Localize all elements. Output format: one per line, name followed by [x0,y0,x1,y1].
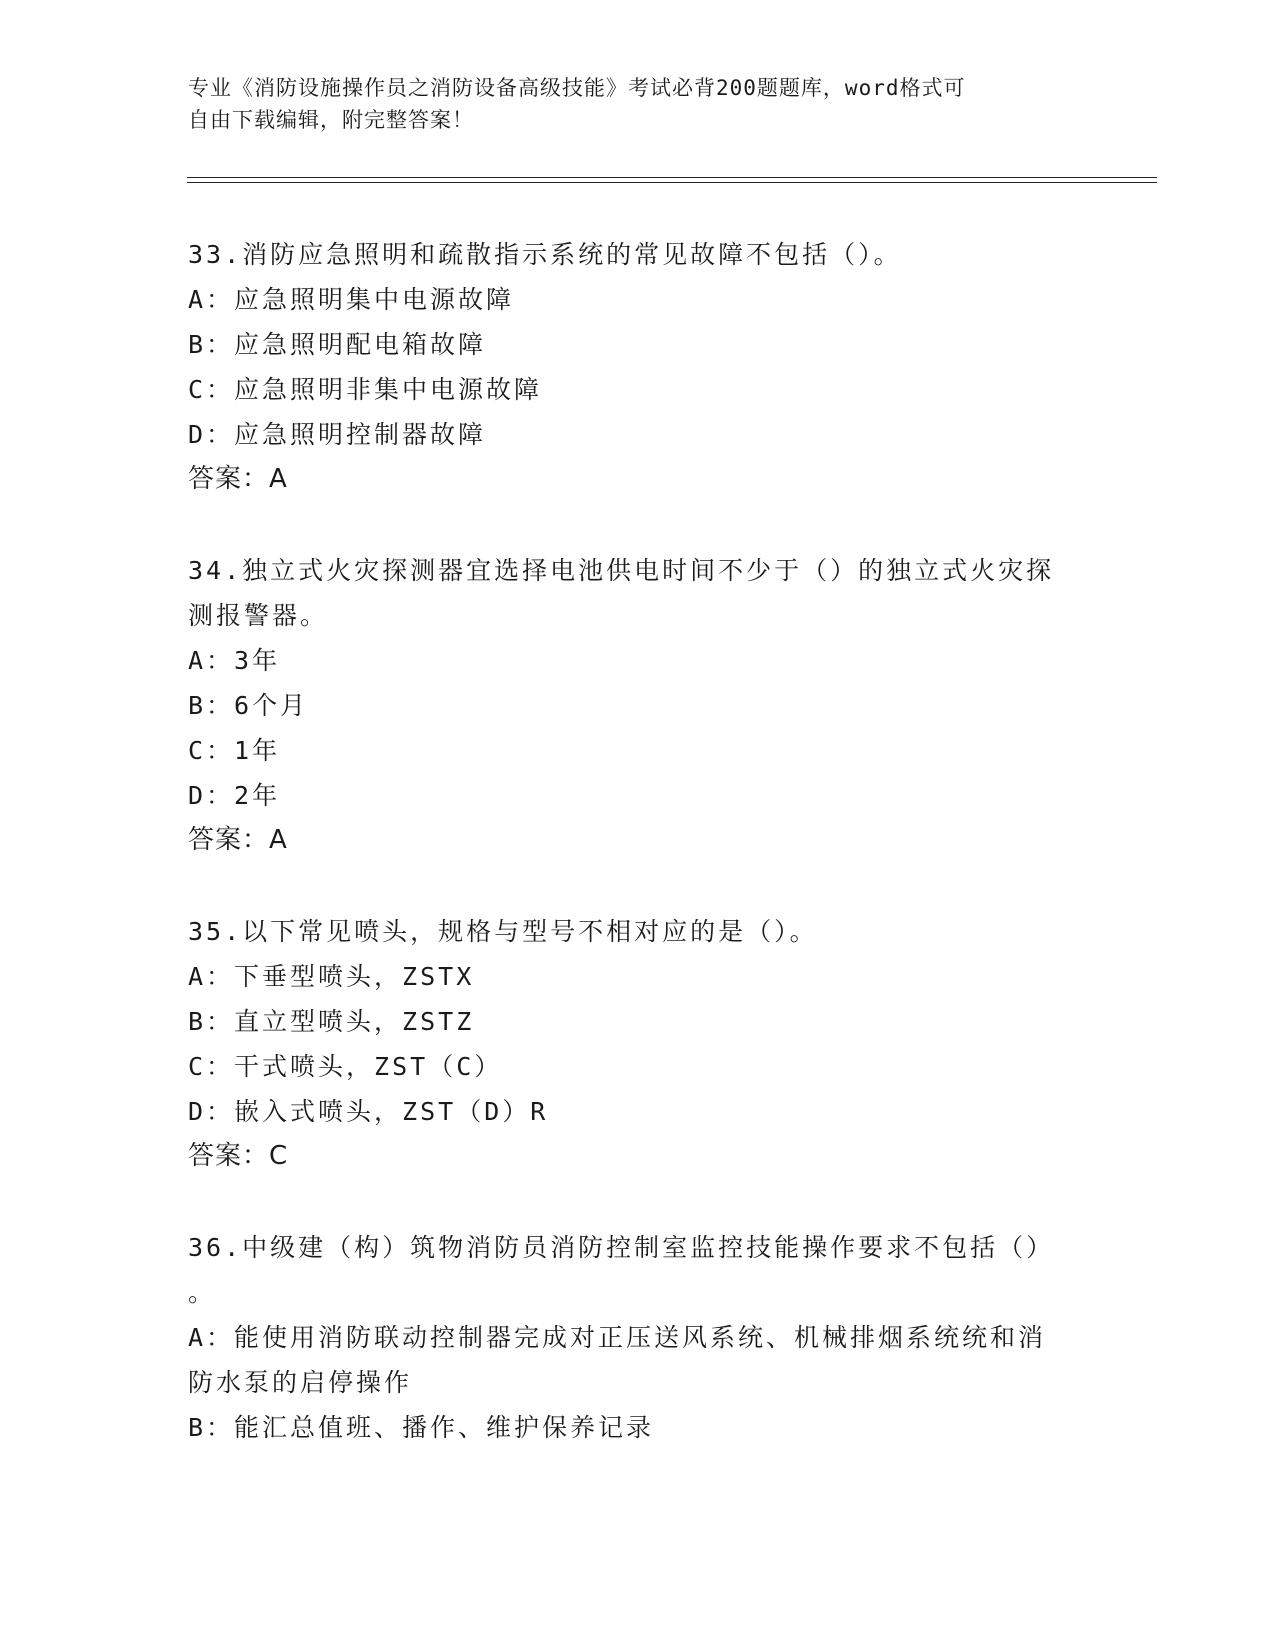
option-line: B：6个月 [188,691,309,720]
answer [188,818,1088,863]
question-33 [188,232,1088,502]
answer-label: 答案： [188,825,270,855]
answer-value: A [269,464,288,494]
question-stem [188,548,1088,638]
document-header [188,72,1088,136]
option-d [188,773,1088,818]
question-35 [188,909,1088,1179]
option-line: D：嵌入式喷头，ZST（D）R [188,1097,549,1126]
header-line-1: 专业《消防设施操作员之消防设备高级技能》考试必背200题题库，word格式可 [188,76,966,100]
stem-line: 36.中级建（构）筑物消防员消防控制室监控技能操作要求不包括（） [188,1233,1055,1262]
option-line: B：应急照明配电箱故障 [188,330,487,359]
option-line: A：下垂型喷头，ZSTX [188,962,475,991]
option-b [188,683,1088,728]
option-a [188,1315,1088,1405]
option-line: B：能汇总值班、播作、维护保养记录 [188,1413,655,1442]
option-c [188,728,1088,773]
option-c [188,1044,1088,1089]
option-line: C：应急照明非集中电源故障 [188,375,543,404]
option-a [188,954,1088,999]
option-b [188,1405,1088,1450]
question-stem [188,232,1088,277]
option-line: B：直立型喷头，ZSTZ [188,1007,475,1036]
stem-line: 34.独立式火灾探测器宜选择电池供电时间不少于（）的独立式火灾探 [188,556,1055,585]
question-list [188,232,1088,1496]
option-a [188,277,1088,322]
answer [188,457,1088,502]
option-line: C：1年 [188,736,281,765]
option-b [188,322,1088,367]
header-line-2: 自由下载编辑，附完整答案！ [188,108,474,132]
option-a [188,638,1088,683]
option-line: D：2年 [188,781,281,810]
question-stem [188,909,1088,954]
option-c [188,367,1088,412]
header-double-rule [187,177,1157,183]
option-b [188,999,1088,1044]
option-line: A：能使用消防联动控制器完成对正压送风系统、机械排烟系统统和消 [188,1323,1047,1352]
option-line: A：应急照明集中电源故障 [188,285,515,314]
stem-line: 35.以下常见喷头，规格与型号不相对应的是（）。 [188,917,818,946]
option-line: C：干式喷头，ZST（C） [188,1052,503,1081]
stem-line: 。 [188,1278,217,1307]
answer-value: A [269,825,288,855]
option-line: 防水泵的启停操作 [188,1368,413,1397]
option-d [188,412,1088,457]
option-line: A：3年 [188,646,281,675]
stem-line: 测报警器。 [188,601,329,630]
question-36 [188,1225,1088,1450]
answer-label: 答案： [188,464,270,494]
question-stem [188,1225,1088,1315]
option-line: D：应急照明控制器故障 [188,420,487,449]
question-34 [188,548,1088,863]
answer [188,1134,1088,1179]
answer-label: 答案： [188,1141,270,1171]
option-d [188,1089,1088,1134]
answer-value: C [269,1141,289,1171]
stem-line: 33.消防应急照明和疏散指示系统的常见故障不包括（）。 [188,240,902,269]
